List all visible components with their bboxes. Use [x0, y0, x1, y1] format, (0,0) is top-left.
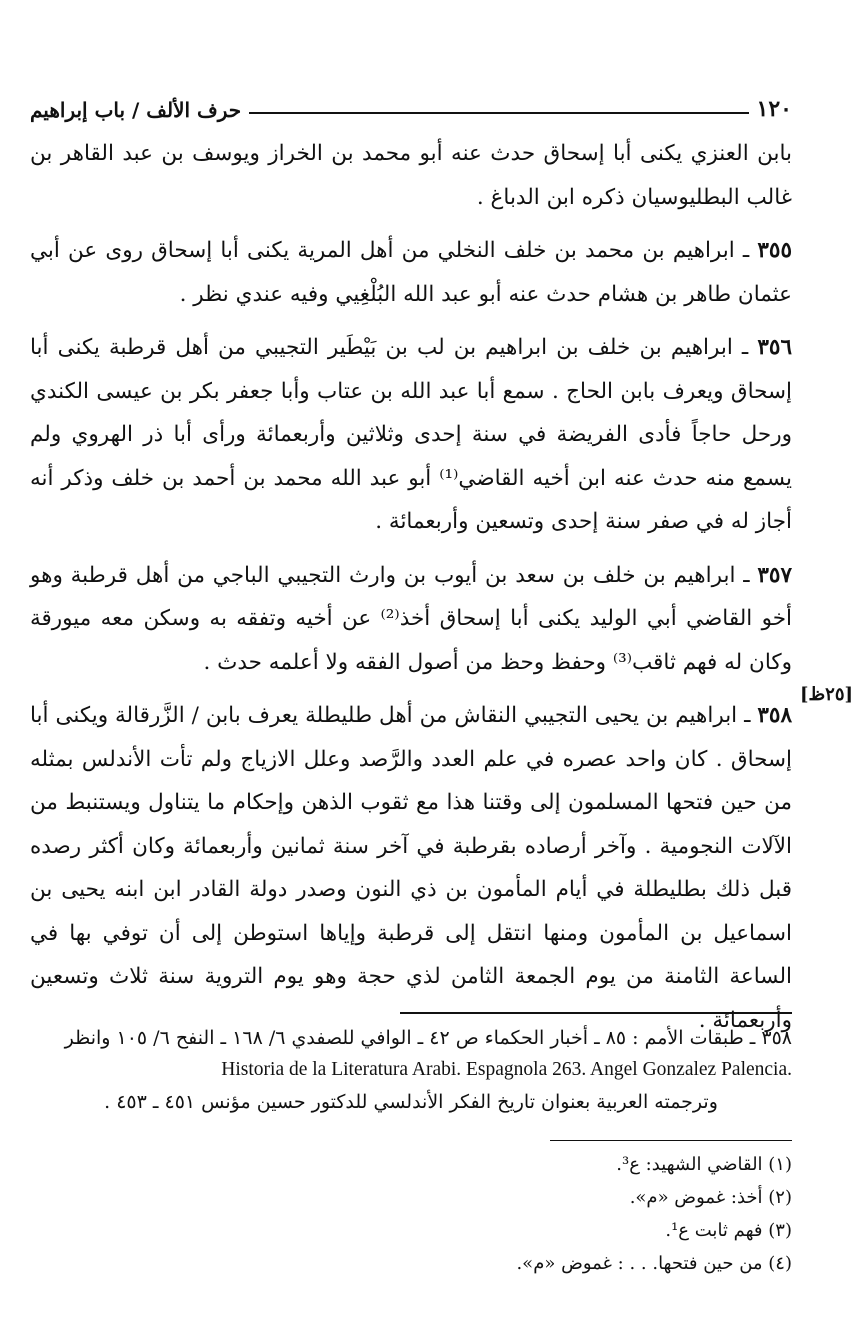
page-header — [30, 82, 792, 122]
footnote-4: (٤) من حين فتحها. . . : غموض «م». — [516, 1253, 792, 1274]
intro-paragraph: بابن العنزي يكنى أبا إسحاق حدث عنه أبو محمد بن الخراز ويوسف بن عبد القاهر بن غالب البطليوسيان ذكره ابن الدباغ . — [30, 141, 792, 210]
footnotes — [430, 1148, 792, 1280]
margin-folio-note: [٢٥ظ] — [800, 684, 854, 705]
entry-text: ابراهيم بن خلف بن ابراهيم بن لب بن بَيْطَير التجيبي من أهل قرطبة يكنى أبا إسحاق ويعرف بابن الحاج . سمع أبا عبد الله بن عتاب وأبا جعفر بكر بن عيسى الكندي ورحل حاجاً فأدى الفريضة في سنة إحدى وثلاثين وأربعمائة ورأى أبا ذر الهروي ولم يسمع منه حدث عنه ابن أخيه القاضي⁽¹⁾ أبو عبد الله محمد بن أحمد بن خلف وذكر أنه أجاز له في صفر سنة إحدى وتسعين وأربعمائة . — [30, 335, 792, 534]
source-note-line-3: وترجمته العربية بعنوان تاريخ الفكر الأندلسي للدكتور حسين مؤنس ٤٥١ ـ ٤٥٣ . — [104, 1091, 718, 1113]
entry-357: ٣٥٧ ـ ابراهيم بن خلف بن سعد بن أيوب بن وارث التجيبي الباجي من أهل قرطبة وهو أخو القاضي أبي الوليد يكنى أبا إسحاق أخذ⁽²⁾ عن أخيه وتفقه به وسكن معه ميورقة وكان له فهم ثاقب⁽³⁾ وحفظ وحظ من أصول الفقه ولا أعلمه حدث . — [30, 562, 792, 675]
entry-358: ٣٥٨ ـ ابراهيم بن يحيى التجيبي النقاش من أهل طليطلة يعرف بابن / الزَّرقالة ويكنى أبا إسحاق . كان واحد عصره في علم العدد والرَّصد وعلل الازياج ولم تأت الأندلس بمثله من حين فتحها المسلمون إلى وقتنا هذا مع ثقوب الذهن وإحكام ما يتناول ويستنبط من الآلات النجومية . وآخر أرصاده بقرطبة في آخر سنة ثمانين وأربعمائة وكان أكثر رصده قبل ذلك بطليطلة في أيام المأمون بن ذي النون وصدر دولة القادر ابن ابنه يحيى بن اسماعيل بن المأمون ومنها انتقل إلى قرطبة وإياها استوطن إلى أن توفي بها في الساعة الثامنة من يوم الجمعة الثامن لذي حجة وهو يوم التروية سنة ثلاث وتسعين وأربعمائة . — [30, 703, 793, 1033]
footnote-2: (٢) أخذ: غموض «م». — [629, 1187, 792, 1208]
source-note-line-1: ٣٥٨ ـ طبقات الأمم : ٨٥ ـ أخبار الحكماء ص ٤٢ ـ الوافي للصفدي ٦/ ١٦٨ ـ النفح ٦/ ١٠٥ وانظر — [64, 1027, 792, 1049]
entry-number: ٣٥٨ — [757, 703, 793, 728]
entry-number: ٣٥٦ — [757, 335, 792, 360]
entry-number: ٣٥٥ — [757, 238, 793, 263]
notes-separator — [400, 1012, 792, 1014]
running-title: حرف الألف / باب إبراهيم — [30, 98, 242, 122]
page-number: ١٢٠ — [756, 96, 792, 122]
entry-text: ابراهيم بن يحيى التجيبي النقاش من أهل طليطلة يعرف بابن / الزَّرقالة ويكنى أبا إسحاق . كان واحد عصره في علم العدد والرَّصد وعلل الازياج ولم تأت الأندلس بمثله من حين فتحها المسلمون إلى وقتنا هذا مع ثقوب الذهن وإحكام ما يتناول ويستنبط من الآلات النجومية . وآخر أرصاده بقرطبة في آخر سنة ثمانين وأربعمائة وكان أكثر رصده قبل ذلك بطليطلة في أيام المأمون بن ذي النون وصدر دولة القادر ابن ابنه يحيى بن اسماعيل بن المأمون ومنها انتقل إلى قرطبة وإياها استوطن إلى أن توفي بها في الساعة الثامنة من يوم الجمعة الثامن لذي حجة وهو يوم التروية سنة ثلاث وتسعين وأربعمائة . — [30, 703, 792, 1033]
entry-number: ٣٥٧ — [757, 562, 792, 588]
footnote-1: (١) القاضي الشهيد: ع³. — [616, 1154, 792, 1175]
header-rule — [249, 112, 748, 114]
source-note-line-2: Historia de la Literatura Arabi. Espagnola 263. Angel Gonzalez Palencia. — [221, 1059, 792, 1080]
entry-355: ٣٥٥ ـ ابراهيم بن محمد بن خلف النخلي من أهل المرية يكنى أبا إسحاق روى عن أبي عثمان طاهر بن هشام حدث عنه أبو عبد الله البُلْغِيي وفيه عندي نظر . — [30, 238, 793, 307]
source-note — [30, 1022, 792, 1118]
entry-text: ابراهيم بن محمد بن خلف النخلي من أهل المرية يكنى أبا إسحاق روى عن أبي عثمان طاهر بن هشام حدث عنه أبو عبد الله البُلْغِيي وفيه عندي نظر . — [30, 238, 792, 307]
main-text — [30, 132, 792, 1052]
footnote-3: (٣) فهم ثابت ع¹. — [665, 1220, 792, 1241]
entry-text: ابراهيم بن خلف بن سعد بن أيوب بن وارث التجيبي الباجي من أهل قرطبة وهو أخو القاضي أبي الوليد يكنى أبا إسحاق أخذ⁽²⁾ عن أخيه وتفقه به وسكن معه ميورقة وكان له فهم ثاقب⁽³⁾ وحفظ وحظ من أصول الفقه ولا أعلمه حدث . — [30, 562, 792, 675]
footnote-separator — [550, 1140, 792, 1141]
entry-356: ٣٥٦ ـ ابراهيم بن خلف بن ابراهيم بن لب بن بَيْطَير التجيبي من أهل قرطبة يكنى أبا إسحاق ويعرف بابن الحاج . سمع أبا عبد الله بن عتاب وأبا جعفر بكر بن عيسى الكندي ورحل حاجاً فأدى الفريضة في سنة إحدى وثلاثين وأربعمائة ورأى أبا ذر الهروي ولم يسمع منه حدث عنه ابن أخيه القاضي⁽¹⁾ أبو عبد الله محمد بن أحمد بن خلف وذكر أنه أجاز له في صفر سنة إحدى وتسعين وأربعمائة . — [30, 335, 792, 534]
